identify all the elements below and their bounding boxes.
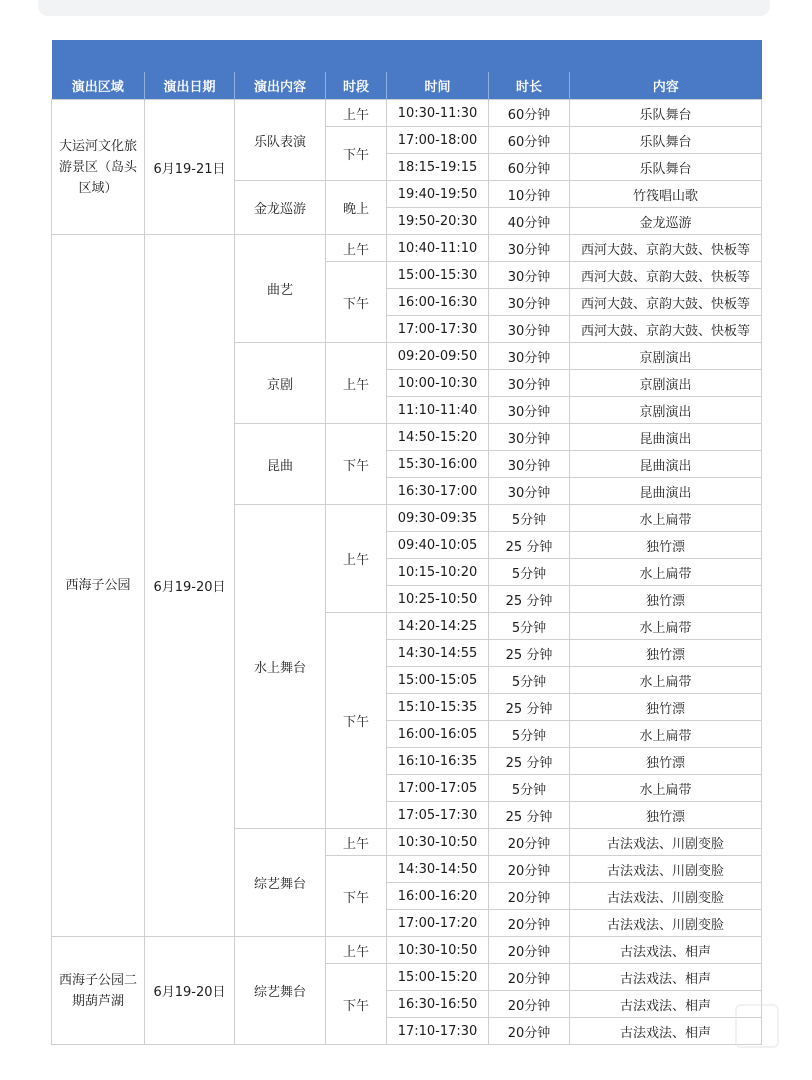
content-cell: 昆曲演出	[570, 478, 762, 505]
header-band	[52, 40, 762, 72]
time-cell: 17:05-17:30	[387, 802, 489, 829]
header-date: 演出日期	[145, 72, 235, 100]
content-cell: 西河大鼓、京韵大鼓、快板等	[570, 316, 762, 343]
content-cell: 京剧演出	[570, 370, 762, 397]
duration-cell: 60分钟	[489, 127, 570, 154]
time-cell: 10:30-10:50	[387, 829, 489, 856]
content-cell: 水上扁带	[570, 667, 762, 694]
duration-cell: 30分钟	[489, 235, 570, 262]
period-cell: 下午	[326, 856, 387, 937]
content-cell: 西河大鼓、京韵大鼓、快板等	[570, 262, 762, 289]
period-cell: 下午	[326, 262, 387, 343]
period-cell: 上午	[326, 829, 387, 856]
header-row	[52, 72, 762, 100]
content-cell: 京剧演出	[570, 397, 762, 424]
period-cell: 下午	[326, 613, 387, 829]
duration-cell: 5分钟	[489, 667, 570, 694]
duration-cell: 25 分钟	[489, 532, 570, 559]
duration-cell: 30分钟	[489, 370, 570, 397]
time-cell: 14:50-15:20	[387, 424, 489, 451]
content-cell: 乐队舞台	[570, 100, 762, 127]
time-cell: 11:10-11:40	[387, 397, 489, 424]
period-cell: 上午	[326, 343, 387, 424]
duration-cell: 25 分钟	[489, 586, 570, 613]
content-cell: 独竹漂	[570, 532, 762, 559]
time-cell: 10:25-10:50	[387, 586, 489, 613]
duration-cell: 25 分钟	[489, 802, 570, 829]
content-cell: 古法戏法、川剧变脸	[570, 829, 762, 856]
content-cell: 京剧演出	[570, 343, 762, 370]
content-cell: 水上扁带	[570, 559, 762, 586]
time-cell: 16:30-17:00	[387, 478, 489, 505]
content-cell: 古法戏法、相声	[570, 991, 762, 1018]
time-cell: 14:30-14:55	[387, 640, 489, 667]
duration-cell: 30分钟	[489, 289, 570, 316]
duration-cell: 20分钟	[489, 964, 570, 991]
program-cell: 昆曲	[235, 424, 326, 505]
program-cell: 曲艺	[235, 235, 326, 343]
header-program: 演出内容	[235, 72, 326, 100]
table-row	[52, 937, 762, 964]
time-cell: 14:30-14:50	[387, 856, 489, 883]
content-cell: 古法戏法、相声	[570, 937, 762, 964]
content-cell: 独竹漂	[570, 694, 762, 721]
table-header	[52, 40, 762, 100]
schedule-table	[51, 40, 762, 1045]
period-cell: 上午	[326, 505, 387, 613]
header-time: 时间	[387, 72, 489, 100]
area-cell: 西海子公园	[52, 235, 145, 937]
area-cell: 大运河文化旅游景区（岛头区域）	[52, 100, 145, 235]
content-cell: 乐队舞台	[570, 127, 762, 154]
header-period: 时段	[326, 72, 387, 100]
time-cell: 15:00-15:30	[387, 262, 489, 289]
program-cell: 乐队表演	[235, 100, 326, 181]
time-cell: 14:20-14:25	[387, 613, 489, 640]
duration-cell: 20分钟	[489, 991, 570, 1018]
duration-cell: 5分钟	[489, 505, 570, 532]
content-cell: 昆曲演出	[570, 424, 762, 451]
time-cell: 17:00-17:05	[387, 775, 489, 802]
program-cell: 综艺舞台	[235, 937, 326, 1045]
duration-cell: 60分钟	[489, 154, 570, 181]
header-band-cell	[52, 40, 762, 72]
content-cell: 古法戏法、川剧变脸	[570, 910, 762, 937]
table-row	[52, 100, 762, 127]
top-shade	[38, 0, 770, 16]
watermark-logo	[735, 1004, 779, 1048]
content-cell: 独竹漂	[570, 802, 762, 829]
duration-cell: 20分钟	[489, 1018, 570, 1045]
period-cell: 上午	[326, 235, 387, 262]
period-cell: 上午	[326, 100, 387, 127]
duration-cell: 30分钟	[489, 262, 570, 289]
time-cell: 16:30-16:50	[387, 991, 489, 1018]
content-cell: 昆曲演出	[570, 451, 762, 478]
table-row	[52, 235, 762, 262]
time-cell: 16:00-16:20	[387, 883, 489, 910]
content-cell: 竹筏唱山歌	[570, 181, 762, 208]
duration-cell: 25 分钟	[489, 640, 570, 667]
period-cell: 下午	[326, 127, 387, 181]
period-cell: 下午	[326, 964, 387, 1045]
time-cell: 19:40-19:50	[387, 181, 489, 208]
duration-cell: 60分钟	[489, 100, 570, 127]
duration-cell: 20分钟	[489, 856, 570, 883]
content-cell: 西河大鼓、京韵大鼓、快板等	[570, 235, 762, 262]
program-cell: 综艺舞台	[235, 829, 326, 937]
program-cell: 京剧	[235, 343, 326, 424]
duration-cell: 30分钟	[489, 478, 570, 505]
time-cell: 17:00-17:30	[387, 316, 489, 343]
time-cell: 09:40-10:05	[387, 532, 489, 559]
time-cell: 16:00-16:30	[387, 289, 489, 316]
duration-cell: 20分钟	[489, 937, 570, 964]
time-cell: 10:30-10:50	[387, 937, 489, 964]
program-cell: 金龙巡游	[235, 181, 326, 235]
header-area: 演出区域	[52, 72, 145, 100]
time-cell: 17:00-17:20	[387, 910, 489, 937]
content-cell: 西河大鼓、京韵大鼓、快板等	[570, 289, 762, 316]
period-cell: 晚上	[326, 181, 387, 235]
time-cell: 17:00-18:00	[387, 127, 489, 154]
content-cell: 古法戏法、相声	[570, 964, 762, 991]
content-cell: 古法戏法、川剧变脸	[570, 883, 762, 910]
content-cell: 古法戏法、相声	[570, 1018, 762, 1045]
duration-cell: 5分钟	[489, 721, 570, 748]
time-cell: 10:00-10:30	[387, 370, 489, 397]
duration-cell: 30分钟	[489, 397, 570, 424]
time-cell: 18:15-19:15	[387, 154, 489, 181]
time-cell: 16:00-16:05	[387, 721, 489, 748]
duration-cell: 25 分钟	[489, 694, 570, 721]
time-cell: 16:10-16:35	[387, 748, 489, 775]
content-cell: 独竹漂	[570, 640, 762, 667]
duration-cell: 20分钟	[489, 829, 570, 856]
time-cell: 10:40-11:10	[387, 235, 489, 262]
time-cell: 09:20-09:50	[387, 343, 489, 370]
content-cell: 水上扁带	[570, 775, 762, 802]
duration-cell: 30分钟	[489, 343, 570, 370]
duration-cell: 10分钟	[489, 181, 570, 208]
duration-cell: 20分钟	[489, 883, 570, 910]
date-cell: 6月19-21日	[145, 100, 235, 235]
time-cell: 17:10-17:30	[387, 1018, 489, 1045]
content-cell: 水上扁带	[570, 505, 762, 532]
program-cell: 水上舞台	[235, 505, 326, 829]
duration-cell: 5分钟	[489, 559, 570, 586]
duration-cell: 5分钟	[489, 613, 570, 640]
duration-cell: 25 分钟	[489, 748, 570, 775]
header-duration: 时长	[489, 72, 570, 100]
duration-cell: 30分钟	[489, 424, 570, 451]
content-cell: 古法戏法、川剧变脸	[570, 856, 762, 883]
schedule-table-container	[51, 40, 761, 1045]
time-cell: 19:50-20:30	[387, 208, 489, 235]
time-cell: 15:00-15:20	[387, 964, 489, 991]
time-cell: 15:10-15:35	[387, 694, 489, 721]
content-cell: 金龙巡游	[570, 208, 762, 235]
content-cell: 独竹漂	[570, 586, 762, 613]
date-cell: 6月19-20日	[145, 235, 235, 937]
duration-cell: 40分钟	[489, 208, 570, 235]
time-cell: 15:00-15:05	[387, 667, 489, 694]
header-content: 内容	[570, 72, 762, 100]
area-cell: 西海子公园二期葫芦湖	[52, 937, 145, 1045]
period-cell: 上午	[326, 937, 387, 964]
duration-cell: 5分钟	[489, 775, 570, 802]
time-cell: 15:30-16:00	[387, 451, 489, 478]
period-cell: 下午	[326, 424, 387, 505]
duration-cell: 30分钟	[489, 316, 570, 343]
duration-cell: 30分钟	[489, 451, 570, 478]
content-cell: 独竹漂	[570, 748, 762, 775]
time-cell: 10:15-10:20	[387, 559, 489, 586]
date-cell: 6月19-20日	[145, 937, 235, 1045]
duration-cell: 20分钟	[489, 910, 570, 937]
content-cell: 水上扁带	[570, 721, 762, 748]
table-body	[52, 100, 762, 1045]
content-cell: 水上扁带	[570, 613, 762, 640]
time-cell: 10:30-11:30	[387, 100, 489, 127]
time-cell: 09:30-09:35	[387, 505, 489, 532]
content-cell: 乐队舞台	[570, 154, 762, 181]
